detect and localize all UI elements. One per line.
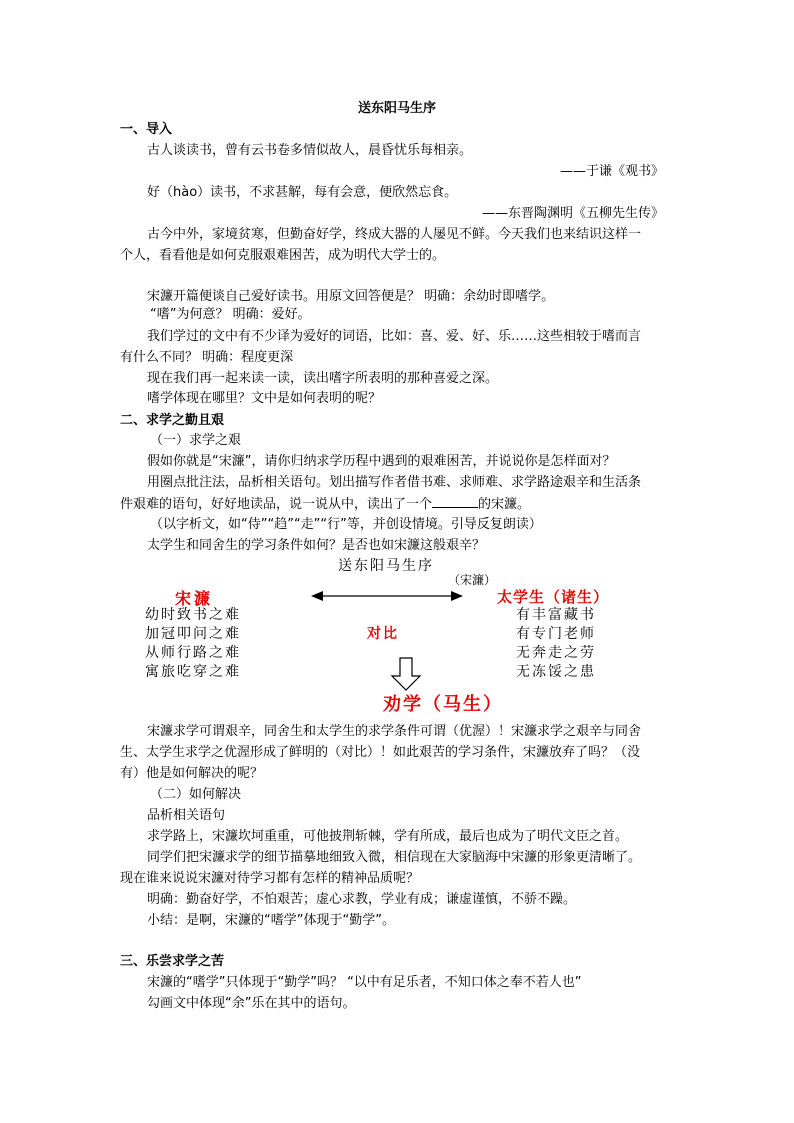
subheading: （一）求学之艰 <box>150 433 242 448</box>
right-heading: 太学生（诸生） <box>497 588 610 606</box>
paragraph-text: 件艰难的语句，好好地读品，说一说从中，读出了一个 <box>120 497 433 512</box>
paragraph-line: 同学们把宋濂求学的细节描摹地细致入微，相信现在大家脑海中宋濂的形象更清晰了。 <box>147 850 642 865</box>
comparison-diagram <box>135 555 655 715</box>
paragraph-line: 嗜学体现在哪里？文中是如何表明的呢？ <box>147 391 382 406</box>
document-title: 送东阳马生序 <box>357 101 436 116</box>
paragraph-line: 宋濂的“嗜学”只体现于“勤学”吗？ “以中有足乐者，不知口体之奉不若人也” <box>147 975 582 990</box>
diagram-subtitle: （宋濂） <box>448 573 497 587</box>
left-item: 幼时致书之难 <box>145 607 241 623</box>
paragraph-line: 有什么不同？ 明确：程度更深 <box>120 350 294 365</box>
right-item: 有专门老师 <box>516 626 596 642</box>
paragraph-line: 有）他是如何解决的呢？ <box>120 766 264 781</box>
paragraph-line: 生、太学生求学之优渥形成了鲜明的（对比）！如此艰苦的学习条件，宋濂放弃了吗？（没 <box>120 745 641 760</box>
section-heading-joy: 三、乐尝求学之苦 <box>120 954 225 969</box>
paragraph-line-with-blank <box>120 495 530 513</box>
subheading: （二）如何解决 <box>150 787 242 802</box>
right-item: 有丰富藏书 <box>516 607 596 623</box>
left-item: 从师行路之难 <box>145 645 241 661</box>
paragraph-line: 太学生和同舍生的学习条件如何？是否也如宋濂这般艰辛？ <box>147 538 486 553</box>
diagram-title: 送东阳马生序 <box>338 558 434 574</box>
citation-line: ——东晋陶渊明《五柳先生传》 <box>481 206 664 221</box>
paragraph-text: 的宋濂。 <box>478 497 531 512</box>
paragraph-line: 古人谈读书，曾有云书卷多情似故人，晨昏忧乐每相亲。 <box>147 143 473 158</box>
paragraph-line: 个人，看看他是如何克服艰难困苦，成为明代大学士的。 <box>120 248 446 263</box>
section-heading-study: 二、求学之勤且艰 <box>120 413 225 428</box>
paragraph-line: 古今中外，家境贫寒，但勤奋好学，终成大器的人屡见不鲜。今天我们也来结识这样一 <box>147 227 642 242</box>
paragraph-line: 勾画文中体现“余”乐在其中的语句。 <box>147 996 356 1011</box>
paragraph-line: 假如你就是“宋濂”，请你归纳求学历程中遇到的艰难困苦，并说说你是怎样面对？ <box>147 454 616 469</box>
paragraph-line: 小结：是啊，宋濂的“嗜学”体现于“勤学”。 <box>147 913 395 928</box>
paragraph-line: “嗜”为何意？ 明确：爱好。 <box>150 307 311 322</box>
right-item: 无奔走之劳 <box>516 645 596 661</box>
left-heading: 宋濂 <box>175 589 214 608</box>
fill-in-blank <box>432 495 478 508</box>
section-heading-intro: 一、导入 <box>120 122 173 137</box>
paragraph-line: 宋濂求学可谓艰辛，同舍生和太学生的求学条件可谓（优渥）！宋濂求学之艰辛与同舍 <box>147 724 642 739</box>
left-item: 寓旅吃穿之难 <box>145 664 241 680</box>
paragraph-line: 好（hào）读书，不求甚解，每有会意，便欣然忘食。 <box>147 185 458 200</box>
citation-line: ——于谦《观书》 <box>559 164 664 179</box>
paragraph-line: 我们学过的文中有不少译为爱好的词语，比如：喜、爱、好、乐……这些相较于嗜而言 <box>147 329 642 344</box>
paragraph-line: 现在谁来说说宋濂对待学习都有怎样的精神品质呢？ <box>120 871 420 886</box>
paragraph-line: 宋濂开篇便谈自己爱好读书。用原文回答便是？ 明确：余幼时即嗜学。 <box>147 289 555 304</box>
paragraph-line: 明确：勤奋好学，不怕艰苦；虚心求教，学业有成；谦虚谨慎，不骄不躁。 <box>147 892 577 907</box>
paragraph-line: （以字析文，如“侍”“趋”“走”“行”等，并创设情境。引导反复朗读） <box>150 517 542 532</box>
right-item: 无冻馁之患 <box>516 664 596 680</box>
paragraph-line: 品析相关语句 <box>147 808 226 823</box>
paragraph-line: 用圈点批注法，品析相关语句。划出描写作者借书难、求师难、求学路途艰辛和生活条 <box>147 475 642 490</box>
diagram-conclusion: 劝学（马生） <box>383 694 503 715</box>
paragraph-line: 现在我们再一起来读一读，读出嗜字所表明的那种喜爱之深。 <box>147 371 499 386</box>
paragraph-line: 求学路上，宋濂坎坷重重，可他披荆斩棘，学有所成，最后也成为了明代文臣之首。 <box>147 829 629 844</box>
left-item: 加冠叩问之难 <box>145 626 241 642</box>
contrast-label: 对比 <box>367 626 399 642</box>
